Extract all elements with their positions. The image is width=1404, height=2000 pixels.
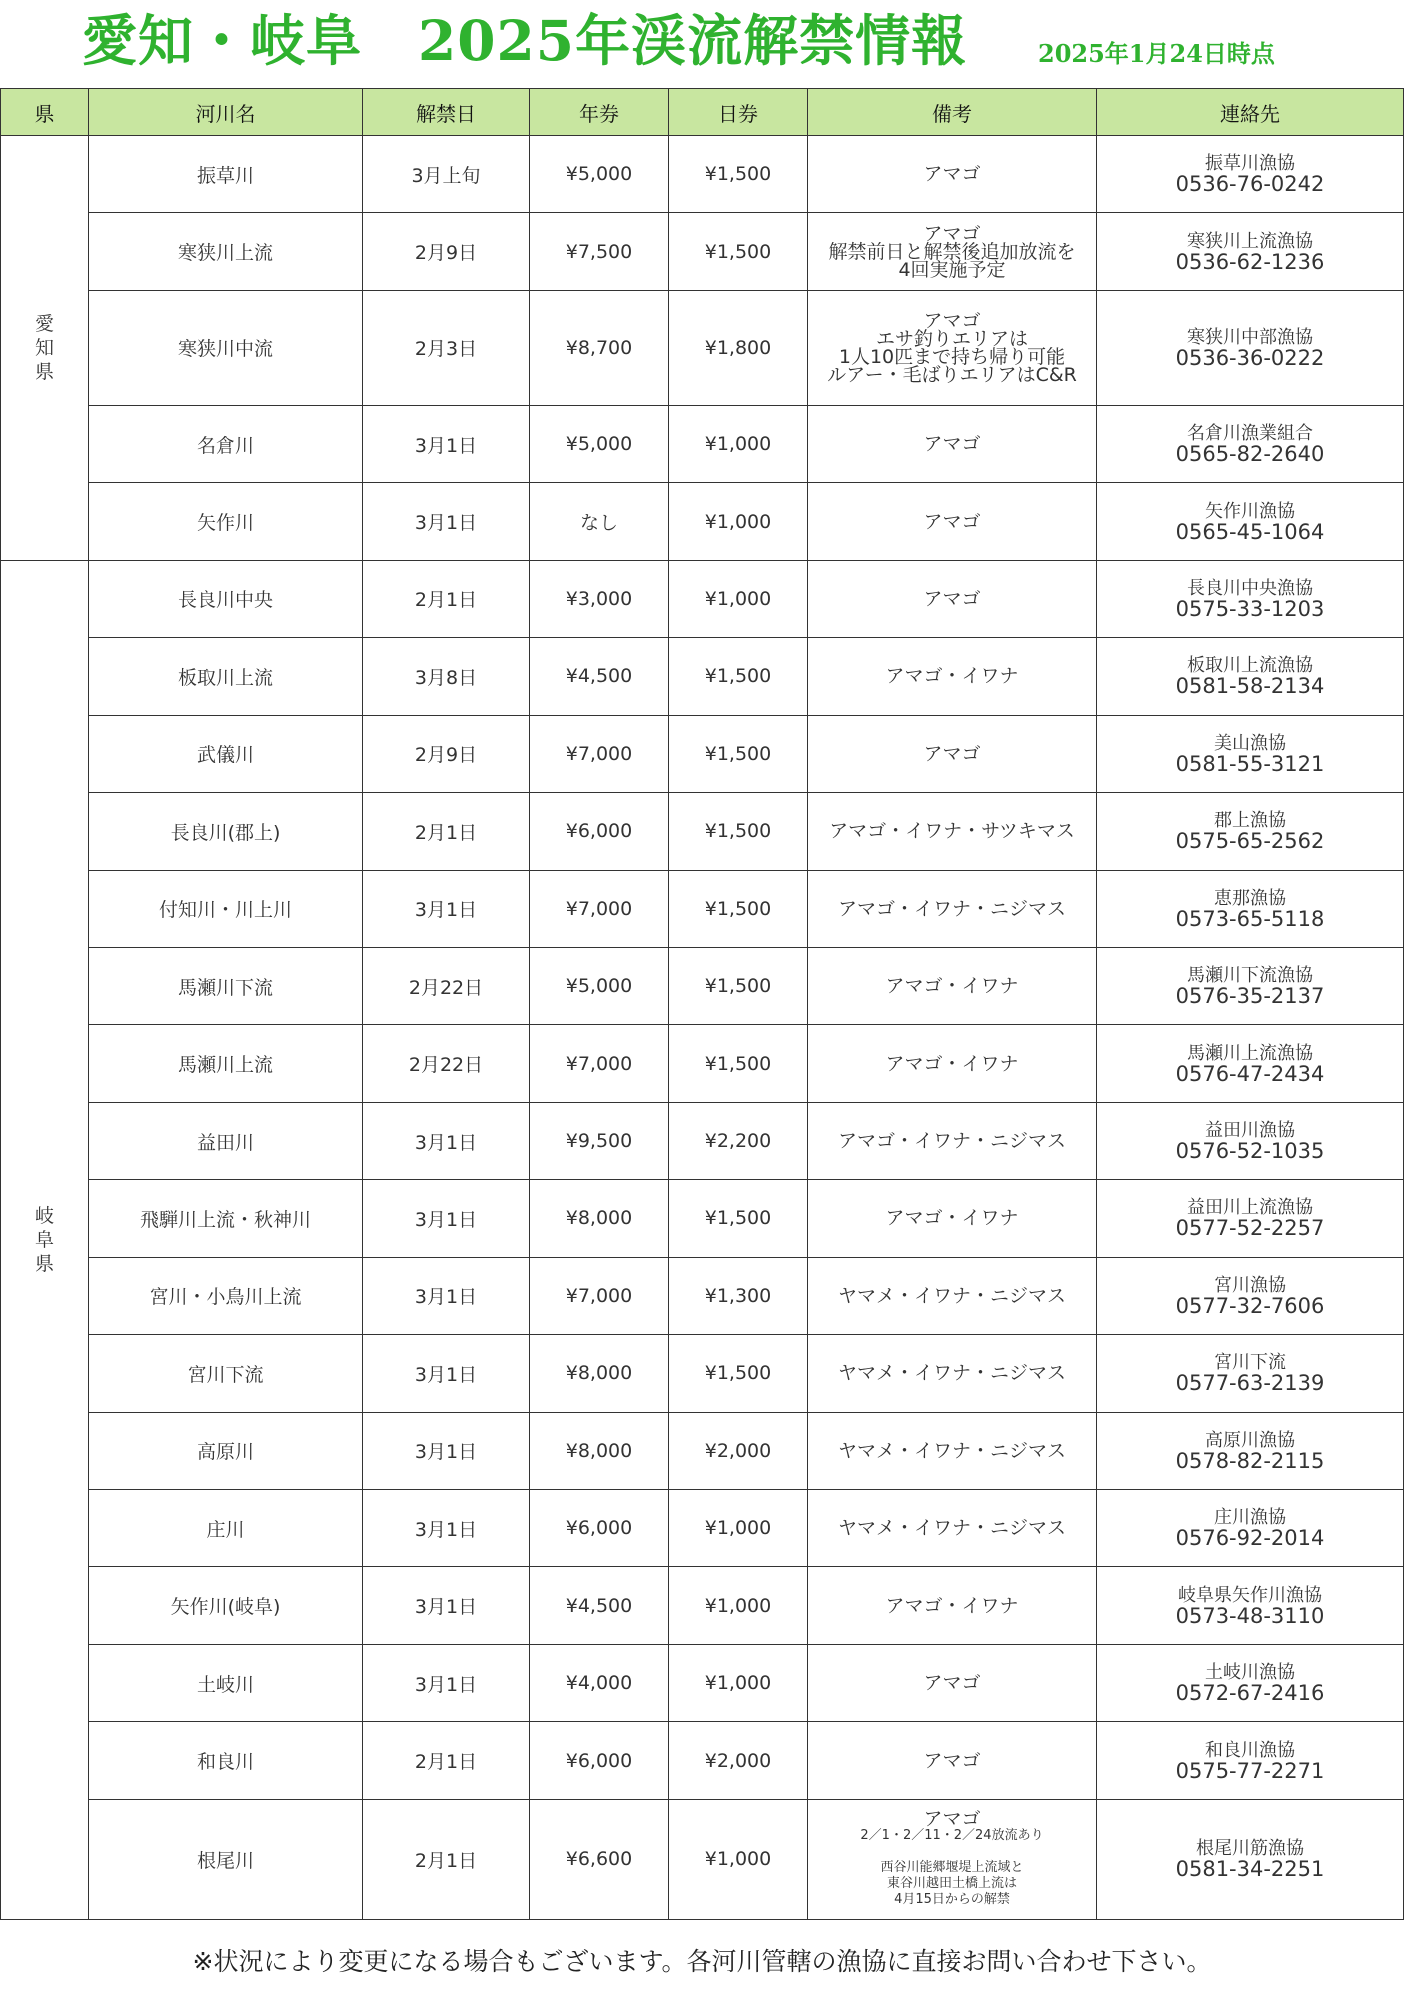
day-pass-cell: ¥1,000	[669, 1490, 808, 1567]
day-pass-cell: ¥1,500	[669, 213, 808, 290]
contact-cell	[1097, 213, 1404, 290]
contact-cell	[1097, 1490, 1404, 1567]
day-pass-cell: ¥1,500	[669, 715, 808, 792]
contact-cell	[1097, 1257, 1404, 1334]
river-name-cell: 高原川	[89, 1412, 363, 1489]
notes-line: 1人10匹まで持ち帰り可能	[838, 345, 1066, 368]
table-row	[1, 1102, 1404, 1179]
table-row	[1, 213, 1404, 290]
river-name-cell: 矢作川	[89, 483, 363, 560]
notes-line: アマゴ	[923, 587, 981, 610]
opening-date-cell: 3月1日	[363, 1102, 530, 1179]
day-pass-cell: ¥1,500	[669, 1025, 808, 1102]
river-name-cell: 矢作川(岐阜)	[89, 1567, 363, 1644]
contact-phone: 0575-65-2562	[1175, 829, 1325, 854]
day-pass-cell: ¥1,000	[669, 483, 808, 560]
day-pass-cell: ¥1,000	[669, 1567, 808, 1644]
river-name-cell: 飛騨川上流・秋神川	[89, 1180, 363, 1257]
contact-name: 名倉川漁業組合	[1187, 423, 1313, 445]
contact-phone: 0565-45-1064	[1175, 519, 1325, 544]
contact-name: 高原川漁協	[1205, 1429, 1295, 1451]
day-pass-cell: ¥1,500	[669, 1335, 808, 1412]
contact-phone: 0581-55-3121	[1175, 751, 1325, 776]
contact-cell	[1097, 136, 1404, 213]
day-pass-cell: ¥2,000	[669, 1722, 808, 1799]
contact-cell	[1097, 1102, 1404, 1179]
season-pass-cell: ¥8,000	[530, 1180, 669, 1257]
notes-cell	[808, 290, 1097, 405]
day-pass-cell: ¥1,000	[669, 560, 808, 637]
season-pass-cell: ¥6,600	[530, 1799, 669, 1919]
contact-cell	[1097, 1335, 1404, 1412]
river-name-cell: 武儀川	[89, 715, 363, 792]
day-pass-cell: ¥1,000	[669, 405, 808, 482]
contact-name: 振草川漁協	[1205, 153, 1295, 175]
contact-cell	[1097, 1025, 1404, 1102]
notes-line: アマゴ・イワナ・サツキマス	[829, 820, 1075, 843]
header-day-pass: 日券	[669, 89, 808, 136]
header-pref: 県	[1, 89, 89, 136]
day-pass-cell: ¥2,200	[669, 1102, 808, 1179]
contact-cell	[1097, 1180, 1404, 1257]
notes-cell	[808, 947, 1097, 1024]
contact-phone: 0581-58-2134	[1175, 674, 1325, 699]
contact-phone: 0576-52-1035	[1175, 1139, 1325, 1164]
notes-line: 東谷川越田土橋上流は	[886, 1876, 1017, 1892]
river-name-cell: 馬瀬川上流	[89, 1025, 363, 1102]
notes-line: 4月15日からの解禁	[894, 1892, 1010, 1908]
notes-line: アマゴ	[923, 163, 981, 186]
season-pass-cell: ¥7,000	[530, 1257, 669, 1334]
contact-phone: 0565-82-2640	[1175, 442, 1325, 467]
contact-name: 馬瀬川上流漁協	[1187, 1042, 1313, 1064]
river-name-cell: 和良川	[89, 1722, 363, 1799]
contact-name: 長良川中央漁協	[1187, 577, 1313, 599]
opening-date-cell: 3月1日	[363, 1567, 530, 1644]
river-name-cell: 馬瀬川下流	[89, 947, 363, 1024]
opening-date-cell: 3月8日	[363, 638, 530, 715]
notes-cell	[808, 1257, 1097, 1334]
season-pass-cell: ¥8,700	[530, 290, 669, 405]
opening-date-cell: 3月1日	[363, 1412, 530, 1489]
river-name-cell: 板取川上流	[89, 638, 363, 715]
table-row	[1, 793, 1404, 870]
day-pass-cell: ¥1,500	[669, 1180, 808, 1257]
table-row	[1, 1722, 1404, 1799]
notes-cell	[808, 136, 1097, 213]
contact-phone: 0573-48-3110	[1175, 1603, 1325, 1628]
notes-line: ヤマメ・イワナ・ニジマス	[837, 1517, 1066, 1540]
contact-phone: 0572-67-2416	[1175, 1681, 1325, 1706]
contact-cell	[1097, 290, 1404, 405]
notes-line: アマゴ・イワナ	[885, 1207, 1019, 1230]
notes-line: アマゴ	[923, 1808, 981, 1831]
contact-name: 矢作川漁協	[1205, 500, 1295, 522]
header-season-pass: 年券	[530, 89, 669, 136]
opening-date-cell: 3月1日	[363, 1257, 530, 1334]
season-pass-cell: ¥6,000	[530, 1722, 669, 1799]
contact-cell	[1097, 560, 1404, 637]
season-pass-cell: ¥5,000	[530, 405, 669, 482]
notes-line: エサ釣りエリアは	[875, 327, 1028, 350]
contact-phone: 0578-82-2115	[1175, 1448, 1325, 1473]
season-pass-cell: ¥8,000	[530, 1335, 669, 1412]
day-pass-cell: ¥1,000	[669, 1644, 808, 1721]
notes-line: アマゴ	[923, 309, 981, 332]
table-row	[1, 1412, 1404, 1489]
notes-gap	[808, 1844, 1096, 1860]
table-row	[1, 136, 1404, 213]
notes-cell	[808, 870, 1097, 947]
contact-name: 馬瀬川下流漁協	[1187, 965, 1313, 987]
table-row	[1, 290, 1404, 405]
contact-name: 宮川漁協	[1214, 1274, 1286, 1296]
title-bar	[0, 0, 1404, 86]
river-name-cell: 土岐川	[89, 1644, 363, 1721]
notes-cell	[808, 1799, 1097, 1919]
opening-date-cell: 2月22日	[363, 947, 530, 1024]
header-river: 河川名	[89, 89, 363, 136]
contact-phone: 0575-33-1203	[1175, 596, 1325, 621]
contact-name: 寒狭川中部漁協	[1187, 326, 1313, 348]
season-pass-cell: ¥4,500	[530, 1567, 669, 1644]
notes-cell	[808, 213, 1097, 290]
notes-cell	[808, 405, 1097, 482]
notes-line: ルアー・毛ばりエリアはC&R	[827, 363, 1077, 386]
day-pass-cell: ¥1,800	[669, 290, 808, 405]
table-row	[1, 1025, 1404, 1102]
notes-line: ヤマメ・イワナ・ニジマス	[837, 1362, 1066, 1385]
contact-phone: 0576-92-2014	[1175, 1526, 1325, 1551]
prefecture-char: 県	[34, 1252, 54, 1275]
notes-cell	[808, 793, 1097, 870]
notes-line: 4回実施予定	[898, 258, 1006, 281]
contact-name: 恵那漁協	[1214, 887, 1286, 909]
prefecture-char: 阜	[34, 1228, 54, 1251]
notes-line: 2／1・2／11・2／24放流あり	[860, 1828, 1044, 1844]
river-name-cell: 名倉川	[89, 405, 363, 482]
notes-cell	[808, 1025, 1097, 1102]
opening-date-cell: 2月3日	[363, 290, 530, 405]
table-row	[1, 1180, 1404, 1257]
table-row	[1, 715, 1404, 792]
contact-cell	[1097, 715, 1404, 792]
contact-name: 郡上漁協	[1214, 810, 1286, 832]
prefecture-char: 愛	[34, 312, 54, 335]
contact-cell	[1097, 793, 1404, 870]
contact-cell	[1097, 1644, 1404, 1721]
opening-date-cell: 3月1日	[363, 1644, 530, 1721]
contact-name: 益田川漁協	[1205, 1120, 1295, 1142]
contact-cell	[1097, 483, 1404, 560]
prefecture-cell	[1, 560, 89, 1919]
contact-phone: 0576-35-2137	[1175, 984, 1325, 1009]
opening-date-cell: 2月22日	[363, 1025, 530, 1102]
contact-name: 根尾川筋漁協	[1196, 1838, 1304, 1860]
table-row	[1, 1335, 1404, 1412]
contact-phone: 0573-65-5118	[1175, 906, 1325, 931]
contact-name: 庄川漁協	[1214, 1507, 1286, 1529]
contact-name: 美山漁協	[1214, 732, 1286, 754]
contact-name: 益田川上流漁協	[1187, 1197, 1313, 1219]
notes-line: アマゴ	[923, 510, 981, 533]
contact-cell	[1097, 947, 1404, 1024]
season-pass-cell: ¥7,500	[530, 213, 669, 290]
notes-line: アマゴ・イワナ	[885, 1594, 1019, 1617]
contact-name: 岐阜県矢作川漁協	[1178, 1584, 1322, 1606]
river-name-cell: 宮川下流	[89, 1335, 363, 1412]
opening-date-cell: 2月1日	[363, 793, 530, 870]
prefecture-cell	[1, 136, 89, 561]
river-name-cell: 振草川	[89, 136, 363, 213]
table-row	[1, 1799, 1404, 1919]
notes-line: アマゴ・イワナ・ニジマス	[837, 1130, 1066, 1153]
season-pass-cell: ¥7,000	[530, 870, 669, 947]
river-name-cell: 宮川・小鳥川上流	[89, 1257, 363, 1334]
notes-line: アマゴ・イワナ・ニジマス	[837, 897, 1066, 920]
contact-phone: 0577-63-2139	[1175, 1371, 1325, 1396]
river-name-cell: 付知川・川上川	[89, 870, 363, 947]
table-row	[1, 638, 1404, 715]
header-contact: 連絡先	[1097, 89, 1404, 136]
opening-date-cell: 3月1日	[363, 483, 530, 560]
season-pass-cell: ¥4,000	[530, 1644, 669, 1721]
table-row	[1, 560, 1404, 637]
notes-cell	[808, 638, 1097, 715]
notes-cell	[808, 1335, 1097, 1412]
season-pass-cell: ¥9,500	[530, 1102, 669, 1179]
opening-date-cell: 3月1日	[363, 1490, 530, 1567]
notes-line: ヤマメ・イワナ・ニジマス	[837, 1439, 1066, 1462]
notes-line: アマゴ	[923, 433, 981, 456]
table-row	[1, 870, 1404, 947]
opening-date-cell: 2月9日	[363, 213, 530, 290]
contact-name: 宮川下流	[1214, 1352, 1286, 1374]
contact-cell	[1097, 638, 1404, 715]
day-pass-cell: ¥1,500	[669, 136, 808, 213]
notes-cell	[808, 1180, 1097, 1257]
contact-phone: 0581-34-2251	[1175, 1857, 1325, 1882]
season-pass-cell: ¥4,500	[530, 638, 669, 715]
river-name-cell: 寒狭川上流	[89, 213, 363, 290]
contact-phone: 0536-76-0242	[1175, 172, 1325, 197]
contact-cell	[1097, 1799, 1404, 1919]
table-header-row	[1, 89, 1404, 136]
header-opening: 解禁日	[363, 89, 530, 136]
table-row	[1, 1644, 1404, 1721]
prefecture-char: 県	[34, 360, 54, 383]
river-name-cell: 庄川	[89, 1490, 363, 1567]
opening-date-cell: 2月1日	[363, 1799, 530, 1919]
notes-line: アマゴ	[923, 1749, 981, 1772]
notes-line: 解禁前日と解禁後追加放流を	[828, 240, 1076, 263]
season-pass-cell: ¥5,000	[530, 136, 669, 213]
table-row	[1, 1257, 1404, 1334]
notes-line: ヤマメ・イワナ・ニジマス	[837, 1284, 1066, 1307]
table-row	[1, 483, 1404, 560]
opening-date-cell: 3月1日	[363, 870, 530, 947]
contact-cell	[1097, 1412, 1404, 1489]
river-name-cell: 長良川中央	[89, 560, 363, 637]
notes-cell	[808, 560, 1097, 637]
season-pass-cell: なし	[530, 483, 669, 560]
contact-name: 寒狭川上流漁協	[1187, 230, 1313, 252]
notes-cell	[808, 1102, 1097, 1179]
season-pass-cell: ¥3,000	[530, 560, 669, 637]
day-pass-cell: ¥1,300	[669, 1257, 808, 1334]
opening-date-cell: 3月1日	[363, 1180, 530, 1257]
opening-date-cell: 3月1日	[363, 405, 530, 482]
opening-date-cell: 3月1日	[363, 1335, 530, 1412]
river-name-cell: 益田川	[89, 1102, 363, 1179]
release-info-table	[0, 88, 1404, 1920]
table-body	[1, 136, 1404, 1920]
contact-phone: 0575-77-2271	[1175, 1758, 1325, 1783]
prefecture-char: 知	[34, 336, 54, 359]
notes-cell	[808, 1490, 1097, 1567]
season-pass-cell: ¥6,000	[530, 793, 669, 870]
contact-name: 板取川上流漁協	[1187, 655, 1313, 677]
contact-phone: 0577-52-2257	[1175, 1216, 1325, 1241]
river-name-cell: 根尾川	[89, 1799, 363, 1919]
river-name-cell: 長良川(郡上)	[89, 793, 363, 870]
season-pass-cell: ¥7,000	[530, 715, 669, 792]
notes-line: アマゴ・イワナ	[885, 1052, 1019, 1075]
notes-cell	[808, 1644, 1097, 1721]
season-pass-cell: ¥5,000	[530, 947, 669, 1024]
contact-cell	[1097, 870, 1404, 947]
opening-date-cell: 2月1日	[363, 1722, 530, 1799]
day-pass-cell: ¥1,500	[669, 870, 808, 947]
as-of-date: 2025年1月24日時点	[1038, 39, 1275, 68]
notes-cell	[808, 483, 1097, 560]
contact-name: 和良川漁協	[1205, 1739, 1295, 1761]
page-title: 愛知・岐阜 2025年渓流解禁情報	[82, 8, 968, 73]
opening-date-cell: 3月上旬	[363, 136, 530, 213]
day-pass-cell: ¥1,500	[669, 638, 808, 715]
contact-cell	[1097, 1722, 1404, 1799]
footer-note: ※状況により変更になる場合もございます。各河川管轄の漁協に直接お問い合わせ下さい。	[192, 1947, 1212, 1976]
notes-line: アマゴ・イワナ	[885, 975, 1019, 998]
table-row	[1, 405, 1404, 482]
notes-line: アマゴ	[923, 222, 981, 245]
prefecture-char: 岐	[34, 1204, 54, 1227]
day-pass-cell: ¥1,500	[669, 793, 808, 870]
day-pass-cell: ¥2,000	[669, 1412, 808, 1489]
header-notes: 備考	[808, 89, 1097, 136]
notes-cell	[808, 715, 1097, 792]
contact-phone: 0576-47-2434	[1175, 1061, 1325, 1086]
contact-phone: 0536-36-0222	[1175, 345, 1325, 370]
notes-line: 西谷川能郷堰堤上流域と	[880, 1860, 1024, 1876]
season-pass-cell: ¥7,000	[530, 1025, 669, 1102]
table-row	[1, 1490, 1404, 1567]
day-pass-cell: ¥1,000	[669, 1799, 808, 1919]
opening-date-cell: 2月1日	[363, 560, 530, 637]
river-name-cell: 寒狭川中流	[89, 290, 363, 405]
notes-cell	[808, 1567, 1097, 1644]
table-row	[1, 947, 1404, 1024]
notes-line: アマゴ・イワナ	[885, 665, 1019, 688]
contact-cell	[1097, 1567, 1404, 1644]
season-pass-cell: ¥8,000	[530, 1412, 669, 1489]
season-pass-cell: ¥6,000	[530, 1490, 669, 1567]
contact-phone: 0577-32-7606	[1175, 1293, 1325, 1318]
notes-cell	[808, 1722, 1097, 1799]
notes-line: アマゴ	[923, 1672, 981, 1695]
table-row	[1, 1567, 1404, 1644]
opening-date-cell: 2月9日	[363, 715, 530, 792]
contact-cell	[1097, 405, 1404, 482]
notes-cell	[808, 1412, 1097, 1489]
contact-phone: 0536-62-1236	[1175, 249, 1325, 274]
notes-line: アマゴ	[923, 742, 981, 765]
day-pass-cell: ¥1,500	[669, 947, 808, 1024]
contact-name: 土岐川漁協	[1205, 1662, 1295, 1684]
